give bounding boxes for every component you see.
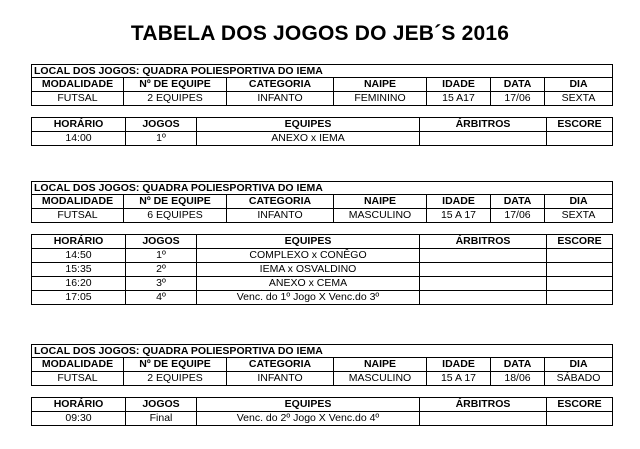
games-table-3 [31,397,613,426]
header-data: DATA [491,78,545,92]
header-arbitros: ÁRBITROS [420,398,547,412]
header-dia: DIA [545,358,613,372]
table-row [32,412,613,426]
game-teams: Venc. do 2º Jogo X Venc.do 4º [197,412,420,426]
value-dia: SEXTA [545,209,613,223]
header-categoria: CATEGORIA [227,78,334,92]
value-idade: 15 A 17 [427,372,491,386]
header-naipe: NAIPE [334,78,427,92]
header-dia: DIA [545,78,613,92]
header-idade: IDADE [427,195,491,209]
header-arbitros: ÁRBITROS [420,118,547,132]
header-horario: HORÁRIO [32,118,126,132]
game-score [547,263,613,277]
game-referees [420,291,547,305]
header-modalidade: MODALIDADE [32,358,124,372]
header-jogos: JOGOS [126,118,197,132]
header-naipe: NAIPE [334,195,427,209]
games-table-2 [31,234,613,305]
header-equipes: EQUIPES [197,235,420,249]
game-time: 17:05 [32,291,126,305]
header-equipes: EQUIPES [197,118,420,132]
venue-label: LOCAL DOS JOGOS: QUADRA POLIESPORTIVA DO IEMA [32,65,613,78]
header-horario: HORÁRIO [32,398,126,412]
header-num-equipe: Nº DE EQUIPE [124,195,227,209]
value-naipe: MASCULINO [334,209,427,223]
game-teams: ANEXO x IEMA [197,132,420,146]
game-referees [420,249,547,263]
header-num-equipe: Nº DE EQUIPE [124,358,227,372]
header-data: DATA [491,358,545,372]
header-horario: HORÁRIO [32,235,126,249]
games-table-1 [31,117,613,146]
game-referees [420,277,547,291]
header-jogos: JOGOS [126,398,197,412]
value-num-equipe: 6 EQUIPES [124,209,227,223]
game-teams: COMPLEXO x CONÊGO [197,249,420,263]
value-data: 17/06 [491,92,545,106]
game-number: 1º [126,132,197,146]
game-number: 4º [126,291,197,305]
header-categoria: CATEGORIA [227,358,334,372]
value-categoria: INFANTO [227,372,334,386]
header-jogos: JOGOS [126,235,197,249]
value-naipe: FEMININO [334,92,427,106]
table-row [32,249,613,263]
game-time: 16:20 [32,277,126,291]
game-score [547,132,613,146]
game-referees [420,132,547,146]
table-row [32,132,613,146]
table-row [32,263,613,277]
value-idade: 15 A 17 [427,209,491,223]
value-categoria: INFANTO [227,92,334,106]
value-data: 18/06 [491,372,545,386]
value-modalidade: FUTSAL [32,372,124,386]
game-score [547,249,613,263]
info-table-3 [31,344,613,386]
value-categoria: INFANTO [227,209,334,223]
value-modalidade: FUTSAL [32,92,124,106]
game-time: 14:00 [32,132,126,146]
game-number: 2º [126,263,197,277]
game-referees [420,412,547,426]
info-table-1 [31,64,613,106]
value-dia: SEXTA [545,92,613,106]
info-table-2 [31,181,613,223]
value-num-equipe: 2 EQUIPES [124,372,227,386]
game-time: 14:50 [32,249,126,263]
game-score [547,291,613,305]
venue-label: LOCAL DOS JOGOS: QUADRA POLIESPORTIVA DO IEMA [32,345,613,358]
game-number: 3º [126,277,197,291]
table-row [32,277,613,291]
header-data: DATA [491,195,545,209]
header-arbitros: ÁRBITROS [420,235,547,249]
value-naipe: MASCULINO [334,372,427,386]
header-modalidade: MODALIDADE [32,195,124,209]
game-time: 15:35 [32,263,126,277]
value-modalidade: FUTSAL [32,209,124,223]
header-escore: ESCORE [547,118,613,132]
value-dia: SÁBADO [545,372,613,386]
game-teams: ANEXO x CEMA [197,277,420,291]
table-row [32,291,613,305]
header-idade: IDADE [427,78,491,92]
game-number: 1º [126,249,197,263]
game-number: Final [126,412,197,426]
value-data: 17/06 [491,209,545,223]
header-categoria: CATEGORIA [227,195,334,209]
game-teams: Venc. do 1º Jogo X Venc.do 3º [197,291,420,305]
game-score [547,277,613,291]
header-num-equipe: Nº DE EQUIPE [124,78,227,92]
venue-label: LOCAL DOS JOGOS: QUADRA POLIESPORTIVA DO IEMA [32,182,613,195]
header-dia: DIA [545,195,613,209]
document-title: TABELA DOS JOGOS DO JEB´S 2016 [130,22,510,45]
game-teams: IEMA x OSVALDINO [197,263,420,277]
header-escore: ESCORE [547,235,613,249]
header-equipes: EQUIPES [197,398,420,412]
game-score [547,412,613,426]
header-modalidade: MODALIDADE [32,78,124,92]
value-num-equipe: 2 EQUIPES [124,92,227,106]
game-time: 09:30 [32,412,126,426]
header-escore: ESCORE [547,398,613,412]
header-naipe: NAIPE [334,358,427,372]
value-idade: 15 A17 [427,92,491,106]
game-referees [420,263,547,277]
header-idade: IDADE [427,358,491,372]
